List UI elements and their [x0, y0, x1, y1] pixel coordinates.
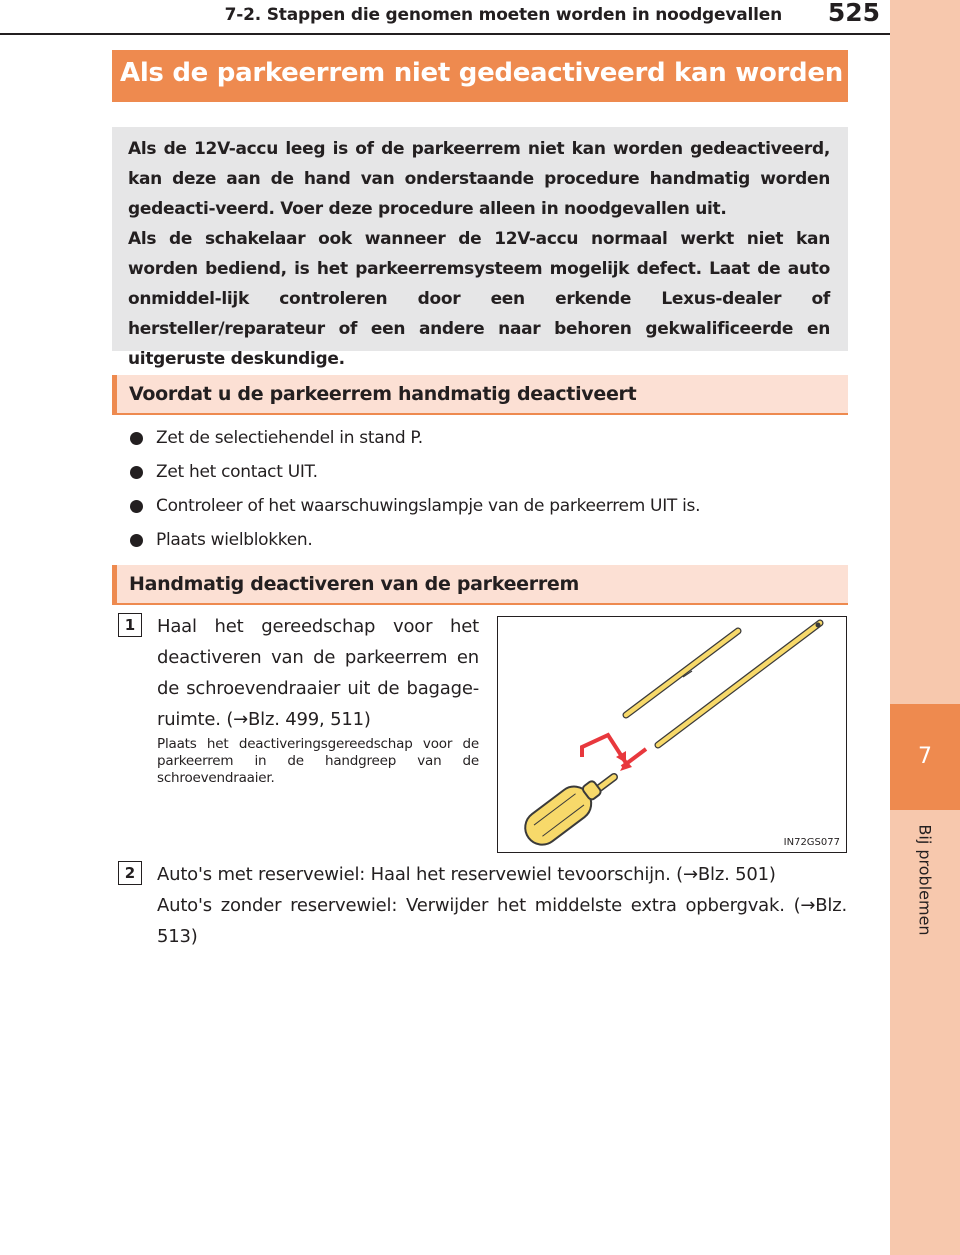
page-number: 525	[827, 0, 880, 27]
subheading-before	[112, 375, 848, 415]
header-rule	[0, 33, 890, 35]
bullet-icon	[130, 500, 143, 513]
bullet-icon	[130, 534, 143, 547]
list-item: Controleer of het waarschuwingslampje van de parkeerrem UIT is.	[130, 491, 700, 525]
step-number-1: 1	[118, 613, 142, 637]
step-number-2: 2	[118, 861, 142, 885]
figure-code: IN72GS077	[783, 837, 840, 848]
step-2-text	[157, 859, 847, 952]
main-heading: Als de parkeerrem niet gedeactiveerd kan worden	[120, 58, 843, 88]
bullet-list	[130, 423, 700, 559]
subheading-manual	[112, 565, 848, 605]
step-2-line-1: Auto's met reservewiel: Haal het reservewiel tevoorschijn. (→Blz. 501)	[157, 864, 776, 885]
bullet-icon	[130, 432, 143, 445]
screwdriver-tool-icon	[498, 617, 846, 852]
chapter-sidebar	[890, 0, 960, 1255]
step-1-text: Haal het gereedschap voor het deactiveren van de parkeerrem en de schroevendraaier uit de bagage-ruimte. (→Blz. 499, 511)	[157, 616, 479, 730]
chapter-number: 7	[890, 704, 960, 810]
subheading-manual-title: Handmatig deactiveren van de parkeerrem	[129, 573, 579, 595]
step-1-note: Plaats het deactiveringsgereedschap voor de parkeerrem in de handgreep van de schroevendraaier.	[157, 736, 479, 786]
tools-illustration	[497, 616, 847, 853]
intro-text	[128, 134, 830, 374]
bullet-icon	[130, 466, 143, 479]
subheading-before-title: Voordat u de parkeerrem handmatig deactiveert	[129, 383, 637, 405]
step-2-line-2: Auto's zonder reservewiel: Verwijder het middelste extra opbergvak. (→Blz. 513)	[157, 895, 847, 947]
section-title: 7-2. Stappen die genomen moeten worden in noodgevallen	[224, 5, 782, 25]
page-header	[0, 0, 890, 36]
chapter-title: Bij problemen	[915, 824, 935, 936]
list-item: Plaats wielblokken.	[130, 525, 700, 559]
list-item: Zet de selectiehendel in stand P.	[130, 423, 700, 457]
main-heading-banner	[112, 50, 848, 102]
list-item: Zet het contact UIT.	[130, 457, 700, 491]
intro-paragraph-1: Als de 12V-accu leeg is of de parkeerrem niet kan worden gedeactiveerd, kan deze aan de hand van onderstaande procedure handmatig worden gedeacti-veerd. Voer deze procedure alleen in noodgevallen uit.	[128, 139, 830, 219]
intro-box	[112, 127, 848, 369]
intro-paragraph-2: Als de schakelaar ook wanneer de 12V-accu normaal werkt niet kan worden bediend, is het parkeerremsysteem mogelijk defect. Laat de auto onmiddel-lijk controleren door een erkende Lexus-dealer of hersteller/reparateur of een andere naar behoren gekwalificeerde en uitgeruste deskundige.	[128, 229, 830, 369]
